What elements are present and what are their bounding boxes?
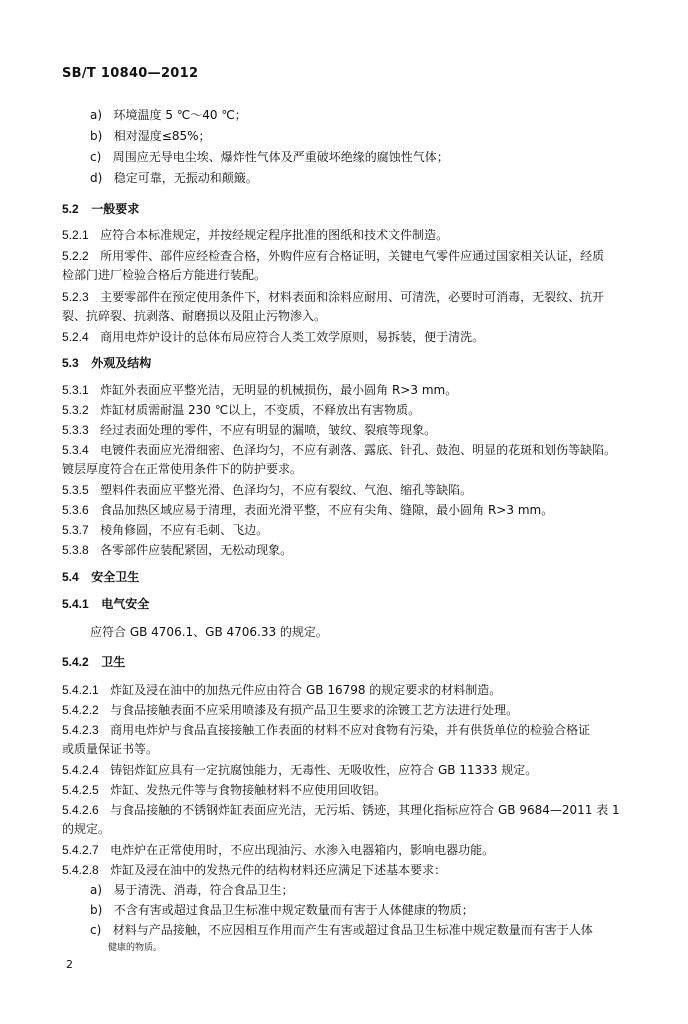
clause — [62, 441, 640, 459]
clause — [62, 288, 640, 306]
clause-text: 炸缸材质需耐温 230 ℃以上，不变质，不释放出有害物质。 — [100, 403, 421, 417]
clause-continuation: 镀层厚度符合在正常使用条件下的防护要求。 — [62, 462, 303, 476]
section-number: 5.3 — [62, 356, 79, 370]
clause-text: 塑料件表面应平整光滑、色泽均匀，不应有裂纹、气泡、缩孔等缺陷。 — [100, 483, 473, 497]
clause-continuation: 裂、抗碎裂、抗剥落、耐磨损以及阻止污物渗入。 — [62, 309, 327, 323]
clause — [62, 401, 640, 419]
list-text: 相对湿度≤85%； — [113, 129, 211, 143]
clause-number: 5.3.7 — [62, 523, 89, 537]
clause-text: 铸铝炸缸应具有一定抗腐蚀能力，无毒性、无吸收性，应符合 GB 11333 规定。 — [110, 763, 538, 777]
section-title: 一般要求 — [91, 202, 140, 216]
clause — [62, 328, 640, 346]
clause-text: 炸缸及浸在油中的加热元件应由符合 GB 16798 的规定要求的材料制造。 — [110, 683, 502, 697]
list-text: 不含有害或超过食品卫生标准中规定数量而有害于人体健康的物质； — [113, 903, 474, 917]
subsection-heading — [62, 653, 640, 671]
clause-number: 5.4.2.1 — [62, 683, 99, 697]
list-text: 材料与产品接触，不应因相互作用而产生有害或超过食品卫生标准中规定数量而有害于人体 — [112, 923, 593, 937]
clause — [62, 761, 640, 779]
clause-text: 棱角修圆，不应有毛刺、飞边。 — [100, 523, 269, 537]
list-item — [90, 148, 668, 166]
list-item — [90, 169, 668, 187]
clause-text: 与食品接触表面不应采用喷漆及有损产品卫生要求的涂镀工艺方法进行处理。 — [110, 703, 519, 717]
list-text: 稳定可靠，无振动和颠簸。 — [113, 171, 258, 185]
clause-number: 5.4.2.2 — [62, 703, 99, 717]
clause — [62, 421, 640, 439]
list-text: 环境温度 5 ℃～40 ℃； — [113, 108, 247, 122]
section-heading — [62, 354, 640, 372]
section-number: 5.4 — [62, 570, 79, 584]
clause-text: 炸缸及浸在油中的发热元件的结构材料还应满足下述基本要求： — [110, 863, 447, 877]
clause-continuation: 检部门进厂检验合格后方能进行装配。 — [62, 268, 267, 282]
clause — [62, 781, 640, 799]
subsection-number: 5.4.2 — [62, 655, 89, 669]
page-number: 2 — [66, 958, 73, 971]
clause-text: 主要零部件在预定使用条件下，材料表面和涂料应耐用、可清洗，必要时可消毒，无裂纹、抗开 — [100, 290, 605, 304]
clause — [62, 501, 640, 519]
clause-number: 5.2.4 — [62, 330, 89, 344]
clause-continuation: 的规定。 — [62, 822, 111, 836]
list-item — [90, 881, 668, 899]
clause — [62, 701, 640, 719]
section-heading — [62, 200, 640, 218]
standard-number: SB/T 10840—2012 — [62, 66, 199, 81]
clause-number: 5.4.2.4 — [62, 763, 99, 777]
clause-number: 5.3.5 — [62, 483, 89, 497]
clause-number: 5.3.8 — [62, 543, 89, 557]
clause-number: 5.3.1 — [62, 383, 89, 397]
clause-number: 5.2.2 — [62, 249, 89, 263]
clause — [62, 521, 640, 539]
clause-number: 5.3.6 — [62, 503, 89, 517]
clause-number: 5.4.2.3 — [62, 723, 99, 737]
subsection-heading — [62, 595, 640, 613]
subsection-title: 电气安全 — [101, 597, 150, 611]
clause-number: 5.4.2.6 — [62, 803, 99, 817]
list-item — [90, 901, 668, 919]
clause — [62, 481, 640, 499]
section-number: 5.2 — [62, 202, 79, 216]
clause-text: 商用电炸炉与食品直接接触工作表面的材料不应对食物有污染，并有供货单位的检验合格证 — [110, 723, 591, 737]
subsection-number: 5.4.1 — [62, 597, 89, 611]
list-text: 周围应无导电尘埃、爆炸性气体及严重破坏绝缘的腐蚀性气体； — [112, 150, 449, 164]
section-heading — [62, 568, 640, 586]
clause-number: 5.4.2.5 — [62, 783, 99, 797]
clause — [62, 801, 640, 819]
section-title: 外观及结构 — [91, 356, 152, 370]
clause-number: 5.3.2 — [62, 403, 89, 417]
clause-text: 炸缸、发热元件等与食物接触材料不应使用回收铝。 — [110, 783, 387, 797]
clause-text: 炸缸外表面应平整光洁，无明显的机械损伤，最小圆角 R>3 mm。 — [100, 383, 458, 397]
list-marker: d) — [90, 171, 103, 185]
clause-number: 5.4.2.8 — [62, 863, 99, 877]
clause-number: 5.2.1 — [62, 228, 89, 242]
clause — [62, 381, 640, 399]
section-title: 安全卫生 — [91, 570, 140, 584]
list-item — [90, 106, 668, 124]
clause-number: 5.3.3 — [62, 423, 89, 437]
list-text: 易于清洗、消毒，符合食品卫生； — [113, 883, 294, 897]
list-marker: c) — [90, 150, 102, 164]
clause-text: 所用零件、部件应经检查合格，外购件应有合格证明，关键电气零件应通过国家相关认证，经质 — [100, 249, 605, 263]
list-item — [90, 921, 668, 939]
clause — [62, 861, 640, 879]
list-marker: b) — [90, 129, 103, 143]
clause-text: 与食品接触的不锈钢炸缸表面应光洁，无污垢、锈迹，其理化指标应符合 GB 9684—2011 表 1 — [110, 803, 620, 817]
clause — [62, 721, 640, 739]
clause — [62, 541, 640, 559]
clause — [62, 247, 640, 265]
clause-text: 食品加热区域应易于清理，表面光滑平整，不应有尖角、缝隙，最小圆角 R>3 mm。 — [100, 503, 554, 517]
clause-text: 应符合 GB 4706.1、GB 4706.33 的规定。 — [90, 625, 328, 639]
clause-text: 各零部件应装配紧固，无松动现象。 — [100, 543, 293, 557]
list-marker: b) — [90, 903, 103, 917]
clause-text: 电炸炉在正常使用时，不应出现油污、水渗入电器箱内，影响电器功能。 — [110, 843, 495, 857]
list-marker: a) — [90, 108, 103, 122]
clause-text: 电镀件表面应光滑细密、色泽均匀，不应有剥落、露底、针孔、鼓泡、明显的花斑和划伤等缺陷。 — [100, 443, 617, 457]
clause-text: 应符合本标准规定，并按经规定程序批准的图纸和技术文件制造。 — [100, 228, 449, 242]
list-marker: c) — [90, 923, 102, 937]
clause — [62, 681, 640, 699]
clause — [62, 841, 640, 859]
clause-text: 经过表面处理的零件，不应有明显的漏喷，皱纹、裂痕等现象。 — [100, 423, 437, 437]
clause-continuation: 或质量保证书等。 — [62, 742, 159, 756]
clause-number: 5.3.4 — [62, 443, 89, 457]
clause-number: 5.4.2.7 — [62, 843, 99, 857]
clause — [62, 226, 640, 244]
list-marker: a) — [90, 883, 103, 897]
list-item — [90, 127, 668, 145]
clause-text: 商用电炸炉设计的总体布局应符合人类工效学原则，易拆装，便于清洗。 — [100, 330, 485, 344]
list-continuation: 健康的物质。 — [108, 943, 163, 953]
clause-number: 5.2.3 — [62, 290, 89, 304]
subsection-title: 卫生 — [101, 655, 126, 669]
